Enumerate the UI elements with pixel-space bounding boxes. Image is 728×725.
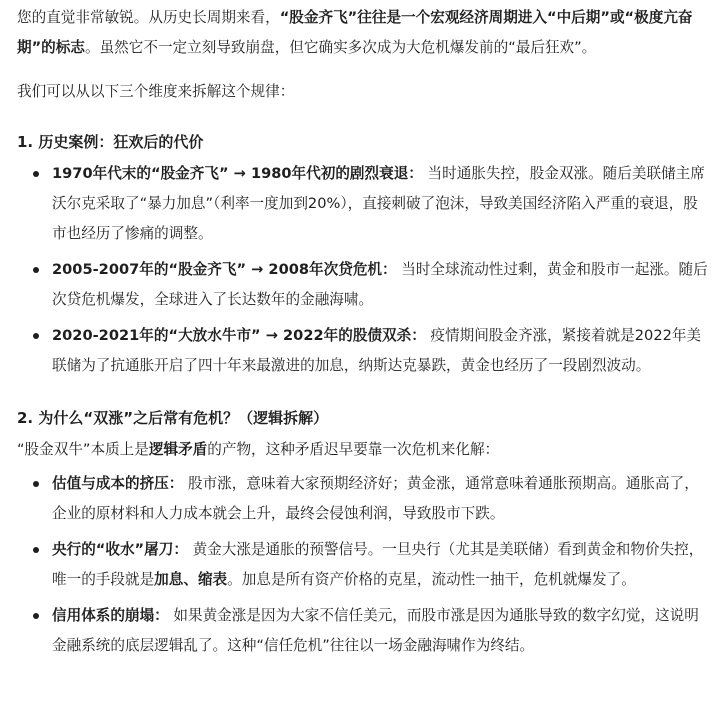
list-item xyxy=(17,255,712,315)
list-item xyxy=(17,469,712,529)
history-case-list xyxy=(17,159,712,381)
desc-bold: 逻辑矛盾 xyxy=(148,441,208,458)
logic-title: 估值与成本的挤压： xyxy=(52,475,184,492)
case-text: 疫情期间股金齐涨，紧接着就是2022年美联储为了抗通胀开启了四十年来最激进的加息，纳斯达克暴跌，黄金也经历了一段剧烈波动。 xyxy=(52,327,702,374)
case-text: 当时通胀失控，股金双涨。随后美联储主席沃尔克采取了“暴力加息”（利率一度加到20%），直接刺破了泡沫，导致美国经济陷入严重的衰退，股市也经历了惨痛的调整。 xyxy=(52,165,705,242)
intro-paragraph xyxy=(17,3,712,63)
logic-text: 股市涨，意味着大家预期经济好；黄金涨，通常意味着通胀预期高。通胀高了，企业的原材料和人力成本就会上升，最终会侵蚀利润，导致股市下跌。 xyxy=(52,475,699,522)
list-item xyxy=(17,321,712,381)
list-item xyxy=(17,601,712,661)
desc-text-c: 的产物，这种矛盾迟早要靠一次危机来化解： xyxy=(207,441,500,458)
list-item xyxy=(17,535,712,595)
list-item xyxy=(17,159,712,249)
intro-text-c: 。虽然它不一定立刻导致崩盘，但它确实多次成为大危机爆发前的“最后狂欢”。 xyxy=(84,39,597,56)
section-2-description xyxy=(17,435,712,465)
section-1-heading: 1. 历史案例：狂欢后的代价 xyxy=(17,133,204,151)
lead-paragraph: 我们可以从以下三个维度来拆解这个规律： xyxy=(17,83,295,100)
case-title: 1970年代末的“股金齐飞” → 1980年代初的剧烈衰退： xyxy=(52,165,423,182)
section-2-heading: 2. 为什么“双涨”之后常有危机？（逻辑拆解） xyxy=(17,409,329,427)
case-text: 当时全球流动性过剩，黄金和股市一起涨。随后次贷危机爆发，全球进入了长达数年的金融海啸。 xyxy=(52,261,708,308)
intro-text-a: 您的直觉非常敏锐。从历史长周期来看， xyxy=(17,9,280,26)
case-title: 2020-2021年的“大放水牛市” → 2022年的股债双杀： xyxy=(52,327,426,344)
logic-text-a: 黄金大涨是通胀的预警信号。一旦央行（尤其是美联储）看到黄金和物价失控，唯一的手段就是 xyxy=(52,541,704,588)
logic-title: 信用体系的崩塌： xyxy=(52,607,169,624)
desc-text-a: “股金双牛”本质上是 xyxy=(17,441,149,458)
logic-list xyxy=(17,469,712,661)
case-title: 2005-2007年的“股金齐飞” → 2008年次贷危机： xyxy=(52,261,397,278)
logic-title: 央行的“收水”屠刀： xyxy=(52,541,188,558)
logic-bold: 加息、缩表 xyxy=(154,571,228,588)
logic-text-c: 。加息是所有资产价格的克星，流动性一抽干，危机就爆发了。 xyxy=(227,571,636,588)
intro-bold-claim: “股金齐飞”往往是一个宏观经济周期进入“中后期”或“极度亢奋期”的标志 xyxy=(17,9,693,56)
logic-text: 如果黄金涨是因为大家不信任美元，而股市涨是因为通胀导致的数字幻觉，这说明金融系统的底层逻辑乱了。这种“信任危机”往往以一场金融海啸作为终结。 xyxy=(52,607,699,654)
